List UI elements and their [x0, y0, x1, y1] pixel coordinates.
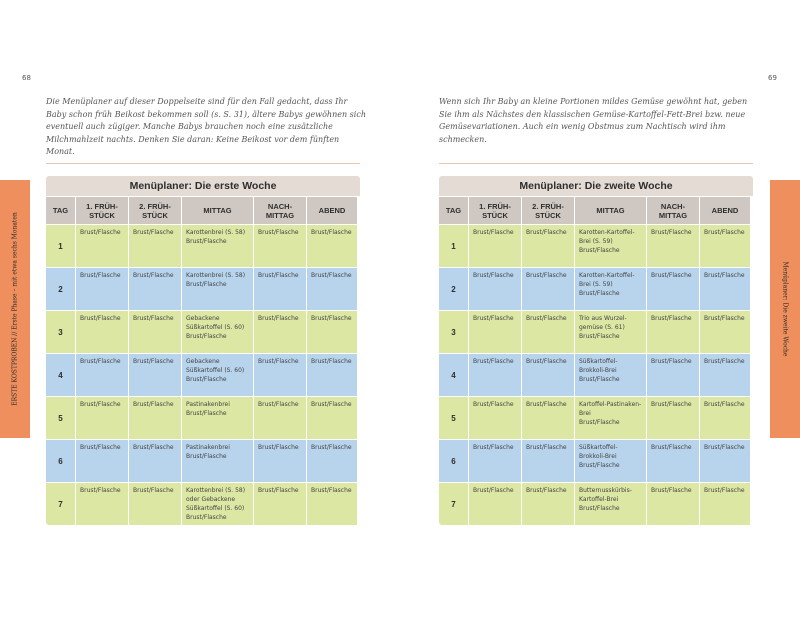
day-number: 3 — [46, 311, 75, 353]
cell-breakfast-2: Brust/Flasche — [522, 354, 574, 396]
cell-breakfast-1: Brust/Flasche — [76, 225, 128, 267]
side-tab — [0, 180, 30, 438]
cell-breakfast-1: Brust/Flasche — [76, 483, 128, 525]
cell-evening: Brust/Flasche — [700, 225, 750, 267]
cell-afternoon: Brust/Flasche — [254, 225, 306, 267]
cell-breakfast-2: Brust/Flasche — [522, 268, 574, 310]
cell-breakfast-1: Brust/Flasche — [469, 225, 521, 267]
cell-lunch: Karotten-Kartoffel- Brei (S. 59) Brust/Flasche — [575, 268, 646, 310]
planner-title: Menüplaner: Die erste Woche — [46, 176, 360, 196]
cell-breakfast-2: Brust/Flasche — [522, 397, 574, 439]
header-tag: TAG — [439, 197, 468, 224]
header-tag: TAG — [46, 197, 75, 224]
cell-breakfast-1: Brust/Flasche — [76, 354, 128, 396]
cell-afternoon: Brust/Flasche — [254, 440, 306, 482]
cell-lunch: Kartoffel-Pastinaken- Brei Brust/Flasche — [575, 397, 646, 439]
cell-breakfast-1: Brust/Flasche — [469, 483, 521, 525]
cell-lunch: Gebackene Süßkartoffel (S. 60) Brust/Flasche — [182, 354, 253, 396]
day-number: 2 — [46, 268, 75, 310]
page-number: 69 — [768, 74, 777, 82]
cell-breakfast-1: Brust/Flasche — [469, 397, 521, 439]
cell-afternoon: Brust/Flasche — [647, 483, 699, 525]
cell-evening: Brust/Flasche — [307, 311, 357, 353]
day-number: 6 — [46, 440, 75, 482]
cell-evening: Brust/Flasche — [307, 397, 357, 439]
day-number: 5 — [46, 397, 75, 439]
cell-breakfast-2: Brust/Flasche — [129, 225, 181, 267]
day-number: 3 — [439, 311, 468, 353]
cell-breakfast-2: Brust/Flasche — [129, 268, 181, 310]
cell-breakfast-1: Brust/Flasche — [469, 354, 521, 396]
cell-breakfast-2: Brust/Flasche — [522, 225, 574, 267]
cell-evening: Brust/Flasche — [307, 354, 357, 396]
cell-evening: Brust/Flasche — [700, 483, 750, 525]
cell-breakfast-1: Brust/Flasche — [76, 311, 128, 353]
planner-title: Menüplaner: Die zweite Woche — [439, 176, 753, 196]
divider — [439, 163, 753, 164]
header-lunch: MITTAG — [182, 197, 253, 224]
cell-breakfast-2: Brust/Flasche — [522, 483, 574, 525]
header-breakfast-2: 2. FRÜH- STÜCK — [129, 197, 181, 224]
cell-breakfast-2: Brust/Flasche — [522, 311, 574, 353]
day-number: 4 — [46, 354, 75, 396]
cell-evening: Brust/Flasche — [700, 354, 750, 396]
header-breakfast-1: 1. FRÜH- STÜCK — [469, 197, 521, 224]
cell-afternoon: Brust/Flasche — [647, 354, 699, 396]
cell-evening: Brust/Flasche — [307, 483, 357, 525]
day-number: 7 — [46, 483, 75, 525]
side-tab-label: Menüplaner: Die zweite Woche — [781, 261, 789, 357]
header-evening: ABEND — [307, 197, 357, 224]
cell-breakfast-2: Brust/Flasche — [522, 440, 574, 482]
cell-lunch: Karotten-Kartoffel- Brei (S. 59) Brust/Flasche — [575, 225, 646, 267]
day-number: 1 — [46, 225, 75, 267]
cell-lunch: Süßkartoffel- Brokkoli-Brei Brust/Flasche — [575, 354, 646, 396]
side-tab — [770, 180, 800, 438]
cell-afternoon: Brust/Flasche — [254, 268, 306, 310]
cell-evening: Brust/Flasche — [307, 225, 357, 267]
cell-breakfast-1: Brust/Flasche — [76, 268, 128, 310]
cell-lunch: Pastinakenbrei Brust/Flasche — [182, 397, 253, 439]
cell-lunch: Süßkartoffel- Brokkoli-Brei Brust/Flasche — [575, 440, 646, 482]
cell-afternoon: Brust/Flasche — [647, 311, 699, 353]
day-number: 5 — [439, 397, 468, 439]
cell-lunch: Karottenbrei (S. 58) oder Gebackene Süßkartoffel (S. 60) Brust/Flasche — [182, 483, 253, 525]
day-number: 7 — [439, 483, 468, 525]
cell-lunch: Trio aus Wurzel- gemüse (S. 61) Brust/Flasche — [575, 311, 646, 353]
cell-evening: Brust/Flasche — [700, 268, 750, 310]
menu-planner-week-1 — [46, 176, 360, 525]
header-evening: ABEND — [700, 197, 750, 224]
cell-evening: Brust/Flasche — [700, 397, 750, 439]
intro-text: Wenn sich Ihr Baby an kleine Portionen mildes Gemüse gewöhnt hat, geben Sie ihm als Nächstes den klassischen Gemüse-Kartoffel-Fett-Brei bzw. neue Gemüsevariationen. Auch ein wenig Obstmus zum Nachtisch wird ihm schmecken. — [439, 97, 748, 144]
cell-lunch: Pastinakenbrei Brust/Flasche — [182, 440, 253, 482]
cell-afternoon: Brust/Flasche — [254, 397, 306, 439]
page-number: 68 — [22, 74, 31, 82]
cell-lunch: Karottenbrei (S. 58) Brust/Flasche — [182, 268, 253, 310]
header-afternoon: NACH- MITTAG — [254, 197, 306, 224]
cell-lunch: Butternusskürbis- Kartoffel-Brei Brust/Flasche — [575, 483, 646, 525]
cell-lunch: Gebackene Süßkartoffel (S. 60) Brust/Flasche — [182, 311, 253, 353]
cell-breakfast-2: Brust/Flasche — [129, 354, 181, 396]
cell-evening: Brust/Flasche — [700, 440, 750, 482]
cell-afternoon: Brust/Flasche — [647, 397, 699, 439]
cell-afternoon: Brust/Flasche — [254, 483, 306, 525]
cell-breakfast-2: Brust/Flasche — [129, 440, 181, 482]
cell-breakfast-1: Brust/Flasche — [469, 268, 521, 310]
day-number: 1 — [439, 225, 468, 267]
side-tab-label: ERSTE KOSTPROBEN // Erste Phase – mit etwa sechs Monaten — [11, 212, 19, 406]
cell-lunch: Karottenbrei (S. 58) Brust/Flasche — [182, 225, 253, 267]
cell-afternoon: Brust/Flasche — [647, 268, 699, 310]
header-breakfast-1: 1. FRÜH- STÜCK — [76, 197, 128, 224]
cell-afternoon: Brust/Flasche — [254, 354, 306, 396]
cell-afternoon: Brust/Flasche — [647, 440, 699, 482]
cell-breakfast-2: Brust/Flasche — [129, 483, 181, 525]
cell-evening: Brust/Flasche — [307, 440, 357, 482]
cell-afternoon: Brust/Flasche — [254, 311, 306, 353]
day-number: 2 — [439, 268, 468, 310]
cell-breakfast-1: Brust/Flasche — [76, 397, 128, 439]
header-afternoon: NACH- MITTAG — [647, 197, 699, 224]
cell-breakfast-1: Brust/Flasche — [469, 440, 521, 482]
cell-breakfast-2: Brust/Flasche — [129, 311, 181, 353]
header-lunch: MITTAG — [575, 197, 646, 224]
cell-evening: Brust/Flasche — [700, 311, 750, 353]
cell-afternoon: Brust/Flasche — [647, 225, 699, 267]
header-breakfast-2: 2. FRÜH- STÜCK — [522, 197, 574, 224]
intro-text: Die Menüplaner auf dieser Doppelseite sind für den Fall gedacht, dass Ihr Baby schon früh Beikost bekommen soll (s. S. 31), ältere Babys gewöhnen sich eventuell auch zügiger. Manche Babys brauchen noch eine zusätzliche Milchmahlzeit nachts. Denken Sie daran: Keine Beikost vor dem fünften Monat. — [46, 97, 366, 156]
cell-evening: Brust/Flasche — [307, 268, 357, 310]
divider — [46, 163, 360, 164]
cell-breakfast-1: Brust/Flasche — [76, 440, 128, 482]
cell-breakfast-1: Brust/Flasche — [469, 311, 521, 353]
day-number: 6 — [439, 440, 468, 482]
menu-planner-week-2 — [439, 176, 753, 525]
day-number: 4 — [439, 354, 468, 396]
cell-breakfast-2: Brust/Flasche — [129, 397, 181, 439]
